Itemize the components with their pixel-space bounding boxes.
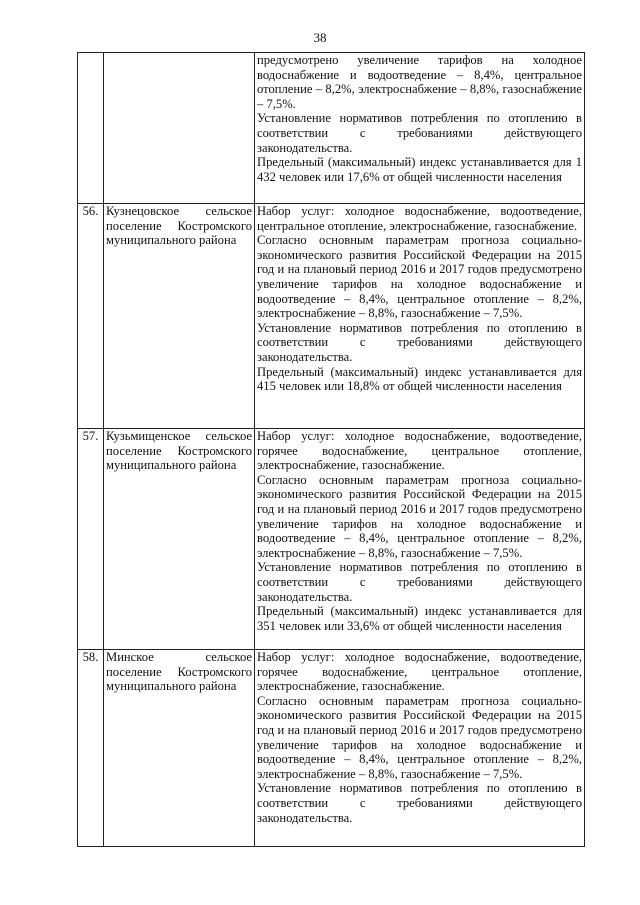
settlement-name [104,53,255,204]
description-paragraph: Установление нормативов потребления по отоплению в соответствии с требованиями действующего законодательства. [257,560,582,604]
table-row [78,53,585,204]
row-description [255,650,585,847]
row-number: 56. [78,204,104,429]
description-paragraph: Предельный (максимальный) индекс устанавливается для 351 человек или 33,6% от общей численности населения [257,604,582,633]
settlement-name: Минское сельское поселение Костромского муниципального района [104,650,255,847]
description-paragraph: Согласно основным параметрам прогноза социально-экономического развития Российской Федерации на 2015 год и на плановый период 2016 и 2017 годов предусмотрено увеличение тарифов на холодное водоснабжение и водоотведение – 8,4%, центральное отопление – 8,2%, электроснабжение – 8,8%, газоснабжение – 7,5%. [257,693,582,781]
description-paragraph: Согласно основным параметрам прогноза социально-экономического развития Российской Федерации на 2015 год и на плановый период 2016 и 2017 годов предусмотрено увеличение тарифов на холодное водоснабжение и водоотведение – 8,4%, центральное отопление – 8,2%, электроснабжение – 8,8%, газоснабжение – 7,5%. [257,233,582,321]
row-description [255,429,585,650]
description-paragraph: Предельный (максимальный) индекс устанавливается для 415 человек или 18,8% от общей численности населения [257,364,582,394]
description-paragraph: Установление нормативов потребления по отоплению в соответствии с требованиями действующего законодательства. [257,781,582,825]
description-paragraph: Установление нормативов потребления по отоплению в соответствии с требованиями действующего законодательства. [257,111,582,155]
settlement-name: Кузнецовское сельское поселение Костромского муниципального района [104,204,255,429]
page-number: 38 [313,30,327,45]
row-description [255,53,585,204]
tariff-table [77,52,585,847]
row-number [78,53,104,204]
description-paragraph: Набор услуг: холодное водоснабжение, водоотведение, горячее водоснабжение, центральное отопление, электроснабжение, газоснабжение. [257,429,582,473]
table-row [78,204,585,429]
row-description [255,204,585,429]
row-number: 57. [78,429,104,650]
description-paragraph: Установление нормативов потребления по отоплению в соответствии с требованиями действующего законодательства. [257,320,582,364]
description-paragraph: Предельный (максимальный) индекс устанавливается для 1 432 человек или 17,6% от общей численности населения [257,155,582,184]
description-paragraph: Набор услуг: холодное водоснабжение, водоотведение, горячее водоснабжение, центральное отопление, электроснабжение, газоснабжение. [257,650,582,694]
table-row [78,429,585,650]
table-row [78,650,585,847]
settlement-name: Кузьмищенское сельское поселение Костромского муниципального района [104,429,255,650]
description-paragraph: предусмотрено увеличение тарифов на холодное водоснабжение и водоотведение – 8,4%, центральное отопление – 8,2%, электроснабжение – 8,8%, газоснабжение – 7,5%. [257,53,582,111]
row-number: 58. [78,650,104,847]
description-paragraph: Согласно основным параметрам прогноза социально-экономического развития Российской Федерации на 2015 год и на плановый период 2016 и 2017 годов предусмотрено увеличение тарифов на холодное водоснабжение и водоотведение – 8,4%, центральное отопление – 8,2%, электроснабжение – 8,8%, газоснабжение – 7,5%. [257,472,582,560]
description-paragraph: Набор услуг: холодное водоснабжение, водоотведение, центральное отопление, электроснабжение, газоснабжение. [257,204,582,233]
